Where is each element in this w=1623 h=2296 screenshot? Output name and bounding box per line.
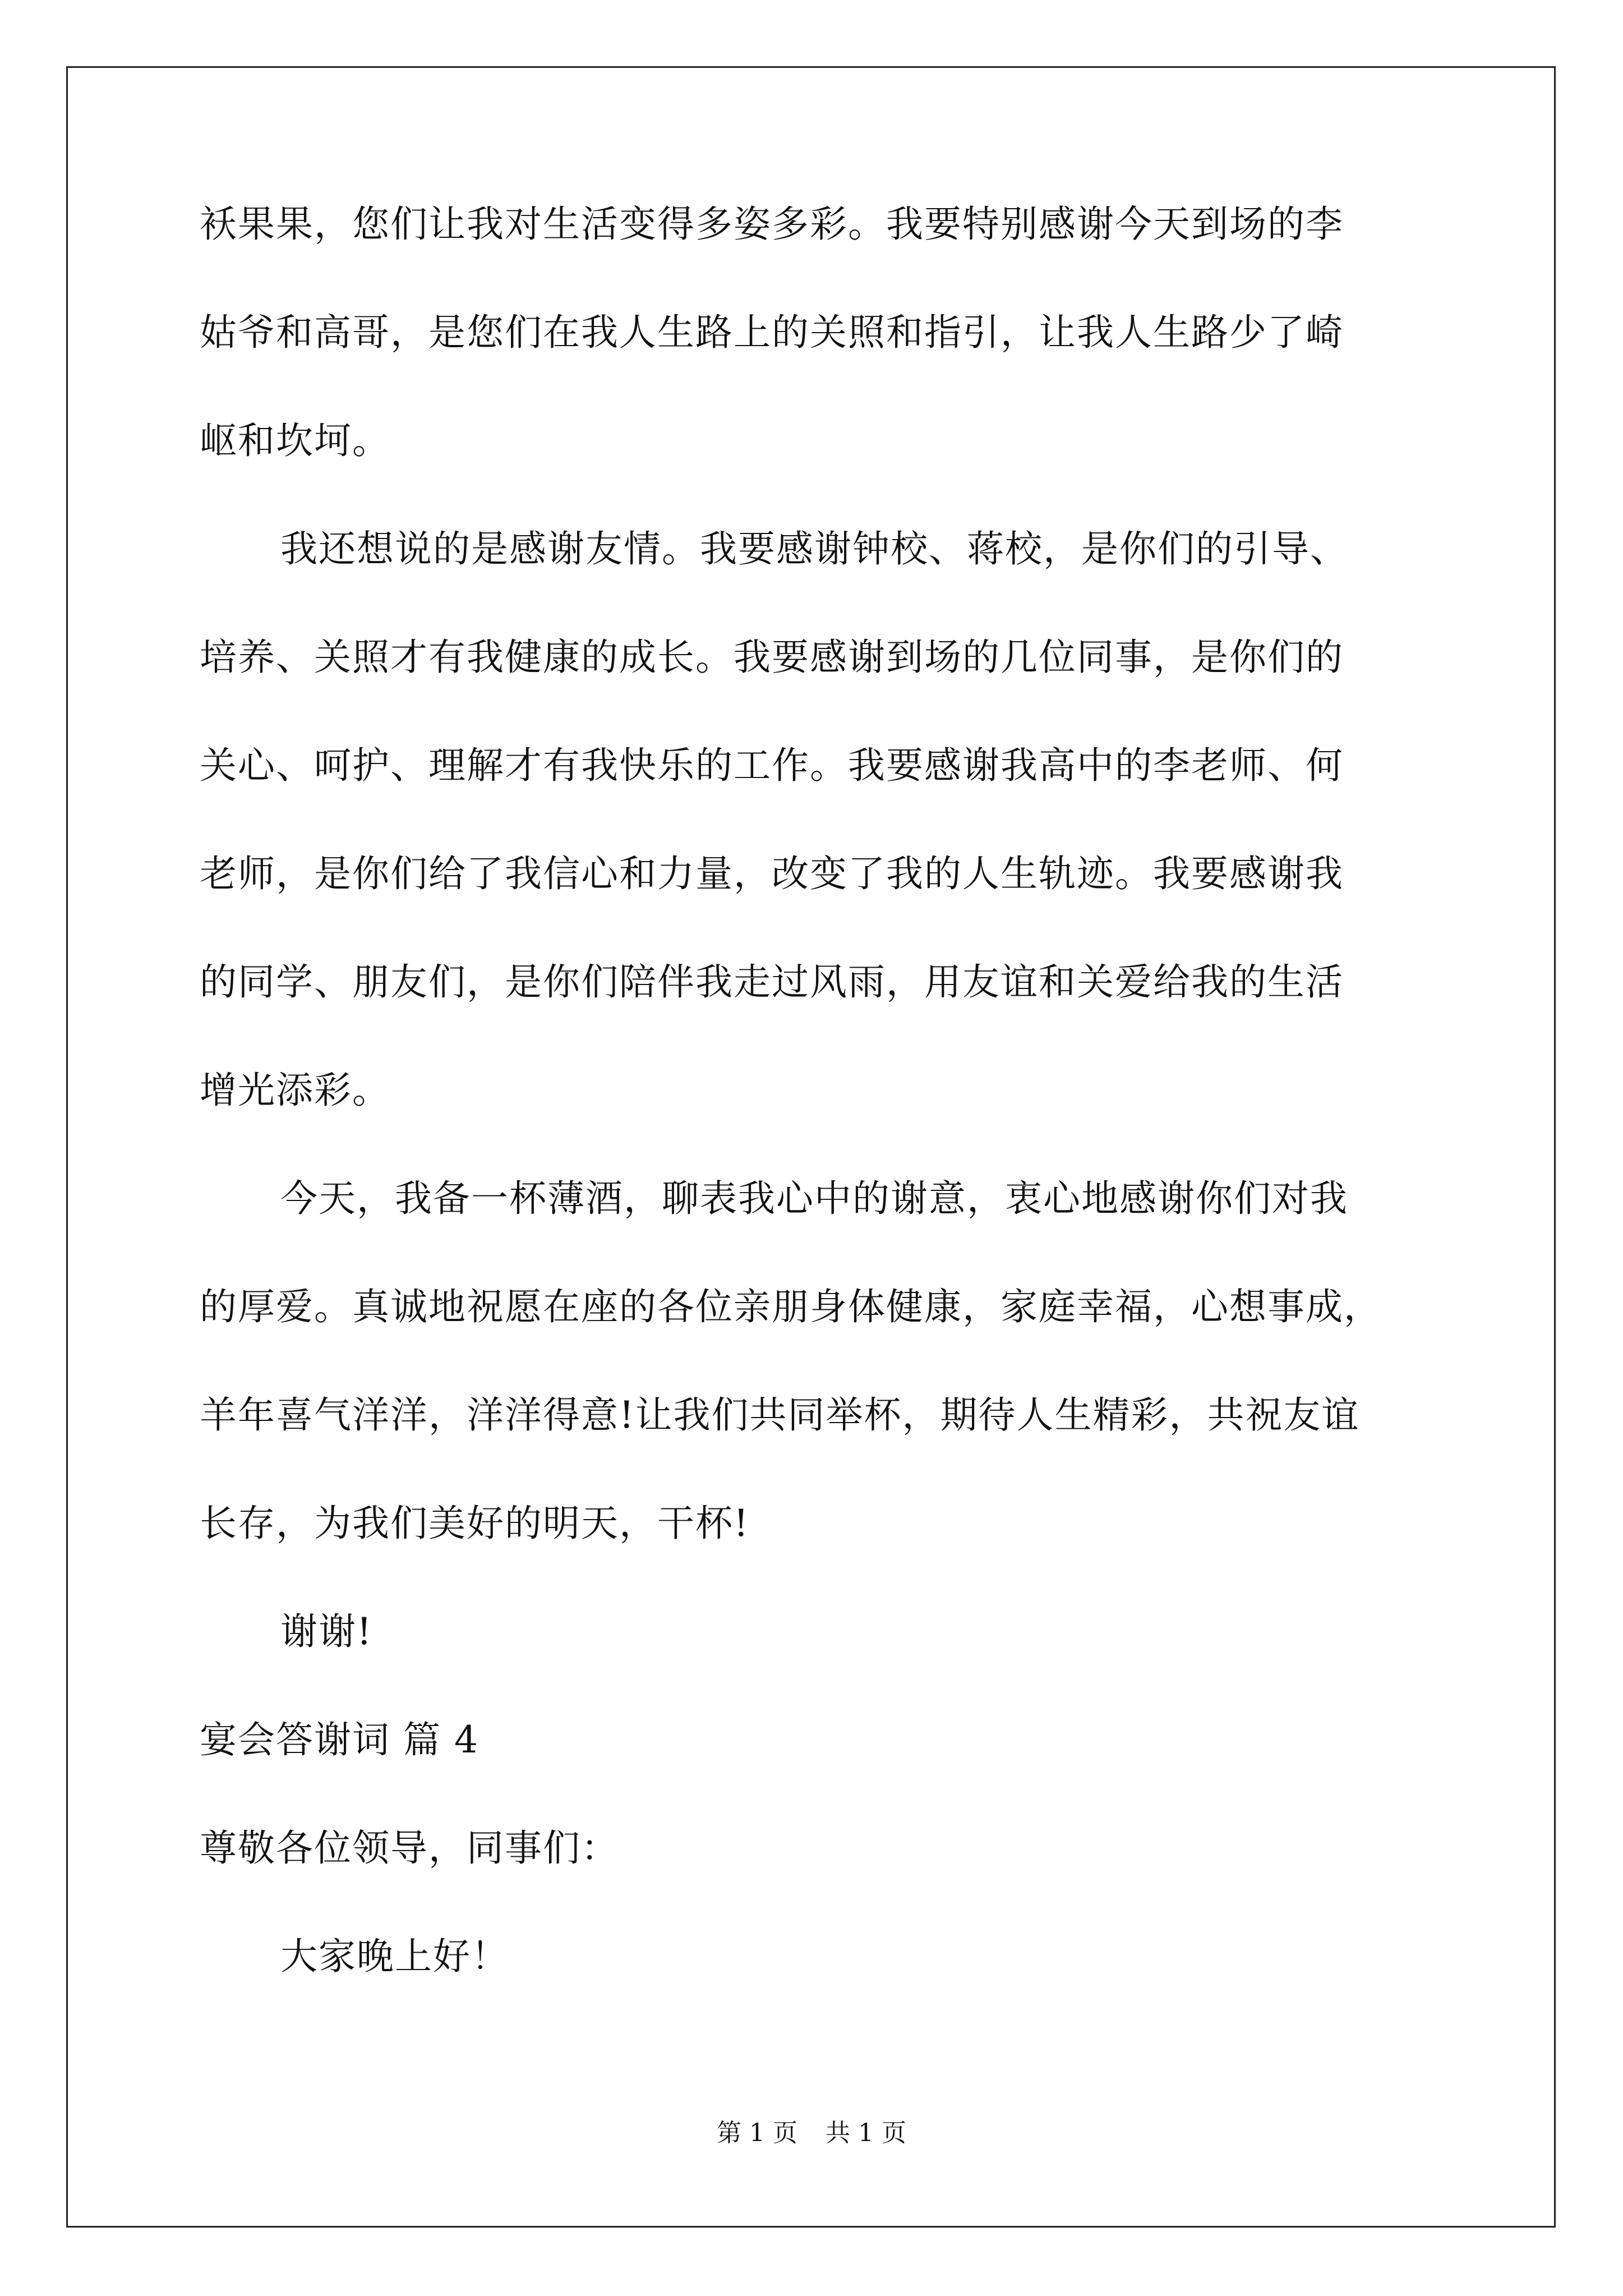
- text-line: 培养、关照才有我健康的成长。我要感谢到场的几位同事，是你们的: [200, 636, 1344, 679]
- text-line: 羊年喜气洋洋，洋洋得意!让我们共同举杯，期待人生精彩，共祝友谊: [200, 1393, 1360, 1437]
- text-line: 袄果果，您们让我对生活变得多姿多彩。我要特别感谢今天到场的李: [200, 203, 1344, 246]
- text-line: 我还想说的是感谢友情。我要感谢钟校、蒋校，是你们的引导、: [280, 527, 1348, 570]
- page-total: 共 1 页: [826, 2119, 906, 2147]
- section-heading: 宴会答谢词 篇 4: [200, 1718, 479, 1761]
- page-footer: [0, 2118, 1623, 2149]
- text-line: 今天，我备一杯薄酒，聊表我心中的谢意，衷心地感谢你们对我: [280, 1177, 1348, 1220]
- page-number: 第 1 页: [717, 2119, 797, 2147]
- salutation: 尊敬各位领导，同事们：: [200, 1826, 619, 1870]
- text-line: 关心、呵护、理解才有我快乐的工作。我要感谢我高中的李老师、何: [200, 744, 1344, 787]
- text-line: 岖和坎坷。: [200, 419, 390, 462]
- text-line: 姑爷和高哥，是您们在我人生路上的关照和指引，让我人生路少了崎: [200, 311, 1344, 354]
- text-line: 的厚爱。真诚地祝愿在座的各位亲朋身体健康，家庭幸福，心想事成，: [200, 1285, 1382, 1328]
- page-border: [66, 66, 1556, 2228]
- text-line: 谢谢!: [280, 1610, 373, 1653]
- text-line: 老师，是你们给了我信心和力量，改变了我的人生轨迹。我要感谢我: [200, 852, 1344, 895]
- text-line: 的同学、朋友们，是你们陪伴我走过风雨，用友谊和关爱给我的生活: [200, 960, 1344, 1004]
- text-line: 长存，为我们美好的明天，干杯!: [200, 1502, 750, 1545]
- text-line: 增光添彩。: [200, 1069, 390, 1112]
- greeting: 大家晚上好！: [280, 1935, 509, 1978]
